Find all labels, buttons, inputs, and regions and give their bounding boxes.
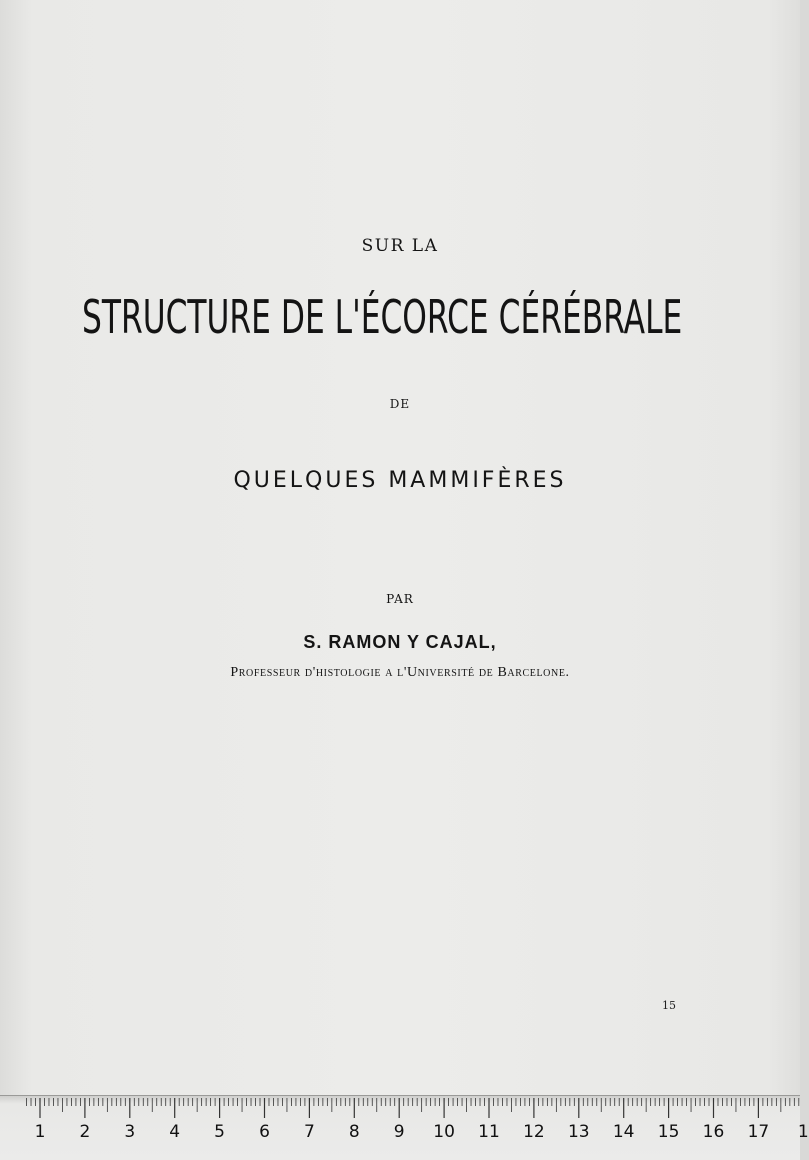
ruler-label: 13 xyxy=(567,1122,590,1142)
heading-de: DE xyxy=(389,397,411,411)
ruler-label: 11 xyxy=(478,1122,500,1142)
page-number: 15 xyxy=(662,999,676,1012)
measuring-ruler xyxy=(0,1095,809,1160)
ruler-label: 12 xyxy=(523,1122,545,1142)
ruler-label: 1 xyxy=(34,1122,46,1142)
ruler-label: 2 xyxy=(79,1122,91,1142)
author-name: S. RAMON Y CAJAL, xyxy=(303,632,497,652)
ruler-label: 3 xyxy=(124,1122,136,1142)
subtitle: QUELQUES MAMMIFÈRES xyxy=(233,468,567,493)
ruler-label: 1 xyxy=(797,1122,809,1142)
author-affiliation: Professeur d'histologie a l'Université de Barcelone. xyxy=(230,665,570,680)
ruler-label: 17 xyxy=(747,1122,770,1142)
ruler-label: 10 xyxy=(433,1122,455,1142)
ruler-label: 8 xyxy=(348,1122,360,1142)
ruler-label: 9 xyxy=(393,1122,405,1142)
heading-par: PAR xyxy=(386,592,414,606)
ruler-label: 5 xyxy=(214,1122,226,1142)
heading-sur-la: SUR LA xyxy=(361,236,439,256)
ruler-label: 6 xyxy=(259,1122,270,1142)
ruler-label: 7 xyxy=(303,1122,315,1142)
ruler-label: 15 xyxy=(657,1122,680,1142)
ruler-label: 4 xyxy=(169,1122,181,1142)
ruler-label: 14 xyxy=(612,1122,635,1142)
ruler-label: 16 xyxy=(702,1122,725,1142)
page-title: STRUCTURE DE L'ÉCORCE CÉRÉBRALE xyxy=(82,290,683,344)
